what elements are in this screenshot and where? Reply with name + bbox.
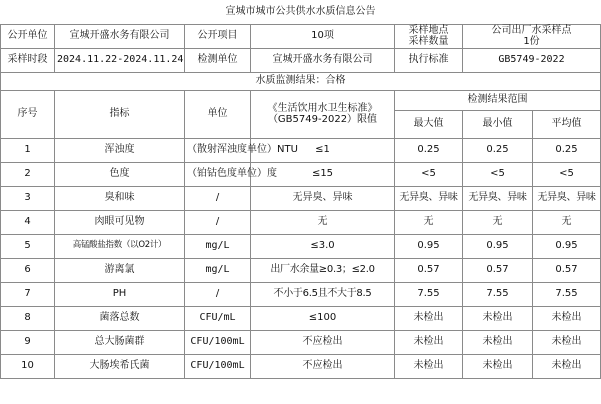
- row-min: 未检出: [463, 306, 533, 330]
- row-limit: 无异臭、异味: [251, 186, 395, 210]
- row-no: 1: [1, 138, 55, 162]
- table-row: [1, 306, 601, 330]
- lab-label: 检测单位: [185, 48, 251, 72]
- header-range: 检测结果范围: [395, 90, 601, 110]
- row-min: 未检出: [463, 330, 533, 354]
- row-no: 10: [1, 354, 55, 378]
- row-no: 5: [1, 234, 55, 258]
- row-limit: ≤15: [251, 162, 395, 186]
- row-indicator: 游离氯: [55, 258, 185, 282]
- page-title: 宣城市城市公共供水水质信息公告: [225, 6, 376, 17]
- row-unit: CFU/100mL: [185, 354, 251, 378]
- row-unit: /: [185, 282, 251, 306]
- row-max: 0.57: [395, 258, 463, 282]
- row-limit: 无: [251, 210, 395, 234]
- row-min: 7.55: [463, 282, 533, 306]
- row-unit: （散射浑浊度单位）NTU: [185, 138, 251, 162]
- row-indicator: 高锰酸盐指数（以O2计）: [55, 234, 185, 258]
- period-value: 2024.11.22-2024.11.24: [55, 48, 185, 72]
- table-row: [1, 282, 601, 306]
- row-min: 0.25: [463, 138, 533, 162]
- row-limit: 不应检出: [251, 354, 395, 378]
- row-max: 0.25: [395, 138, 463, 162]
- row-unit: mg/L: [185, 258, 251, 282]
- row-unit: /: [185, 210, 251, 234]
- row-indicator: 大肠埃希氏菌: [55, 354, 185, 378]
- row-min: 0.57: [463, 258, 533, 282]
- row-limit: 出厂水余量≥0.3；≤2.0: [251, 258, 395, 282]
- row-avg: 7.55: [533, 282, 601, 306]
- items-value: 10项: [251, 24, 395, 48]
- row-max: 0.95: [395, 234, 463, 258]
- row-no: 6: [1, 258, 55, 282]
- row-unit: /: [185, 186, 251, 210]
- row-avg: 0.95: [533, 234, 601, 258]
- row-limit: ≤3.0: [251, 234, 395, 258]
- row-max: 未检出: [395, 306, 463, 330]
- row-indicator: 总大肠菌群: [55, 330, 185, 354]
- row-unit: CFU/mL: [185, 306, 251, 330]
- row-avg: 未检出: [533, 354, 601, 378]
- standard-value: GB5749-2022: [463, 48, 601, 72]
- sample-label: 采样地点 采样数量: [395, 24, 463, 48]
- row-max: 无异臭、异味: [395, 186, 463, 210]
- row-limit: 不小于6.5且不大于8.5: [251, 282, 395, 306]
- table-row: [1, 354, 601, 378]
- table-row: [1, 210, 601, 234]
- row-min: 0.95: [463, 234, 533, 258]
- row-no: 2: [1, 162, 55, 186]
- row-limit: ≤1: [251, 138, 395, 162]
- row-no: 7: [1, 282, 55, 306]
- sample-value: 公司出厂水采样点 1份: [463, 24, 601, 48]
- row-unit: CFU/100mL: [185, 330, 251, 354]
- row-max: 未检出: [395, 330, 463, 354]
- header-indicator: 指标: [55, 90, 185, 138]
- row-max: 无: [395, 210, 463, 234]
- items-label: 公开项目: [185, 24, 251, 48]
- lab-value: 宣城开盛水务有限公司: [251, 48, 395, 72]
- period-label: 采样时段: [1, 48, 55, 72]
- result-line: 水质监测结果：合格: [1, 72, 601, 90]
- unit-label: 公开单位: [1, 24, 55, 48]
- row-unit: （铂钴色度单位）度: [185, 162, 251, 186]
- table-row: [1, 258, 601, 282]
- table-row: [1, 162, 601, 186]
- standard-label: 执行标准: [395, 48, 463, 72]
- row-min: 无异臭、异味: [463, 186, 533, 210]
- header-min: 最小值: [463, 110, 533, 138]
- row-unit: mg/L: [185, 234, 251, 258]
- row-indicator: PH: [55, 282, 185, 306]
- row-limit: ≤100: [251, 306, 395, 330]
- row-avg: 无异臭、异味: [533, 186, 601, 210]
- row-avg: 未检出: [533, 306, 601, 330]
- row-indicator: 臭和味: [55, 186, 185, 210]
- row-no: 9: [1, 330, 55, 354]
- row-max: 7.55: [395, 282, 463, 306]
- row-min: <5: [463, 162, 533, 186]
- row-no: 4: [1, 210, 55, 234]
- row-indicator: 肉眼可见物: [55, 210, 185, 234]
- row-min: 未检出: [463, 354, 533, 378]
- header-avg: 平均值: [533, 110, 601, 138]
- row-max: 未检出: [395, 354, 463, 378]
- row-avg: 0.25: [533, 138, 601, 162]
- row-indicator: 浑浊度: [55, 138, 185, 162]
- header-no: 序号: [1, 90, 55, 138]
- row-avg: 0.57: [533, 258, 601, 282]
- unit-value: 宣城开盛水务有限公司: [55, 24, 185, 48]
- row-limit: 不应检出: [251, 330, 395, 354]
- row-min: 无: [463, 210, 533, 234]
- row-no: 8: [1, 306, 55, 330]
- header-max: 最大值: [395, 110, 463, 138]
- header-unit: 单位: [185, 90, 251, 138]
- row-avg: 未检出: [533, 330, 601, 354]
- table-row: [1, 330, 601, 354]
- row-avg: <5: [533, 162, 601, 186]
- row-avg: 无: [533, 210, 601, 234]
- row-no: 3: [1, 186, 55, 210]
- table-row: [1, 186, 601, 210]
- table-row: [1, 138, 601, 162]
- row-max: <5: [395, 162, 463, 186]
- table-row: [1, 234, 601, 258]
- header-limit: 《生活饮用水卫生标准》 （GB5749-2022）限值: [251, 90, 395, 138]
- row-indicator: 菌落总数: [55, 306, 185, 330]
- row-indicator: 色度: [55, 162, 185, 186]
